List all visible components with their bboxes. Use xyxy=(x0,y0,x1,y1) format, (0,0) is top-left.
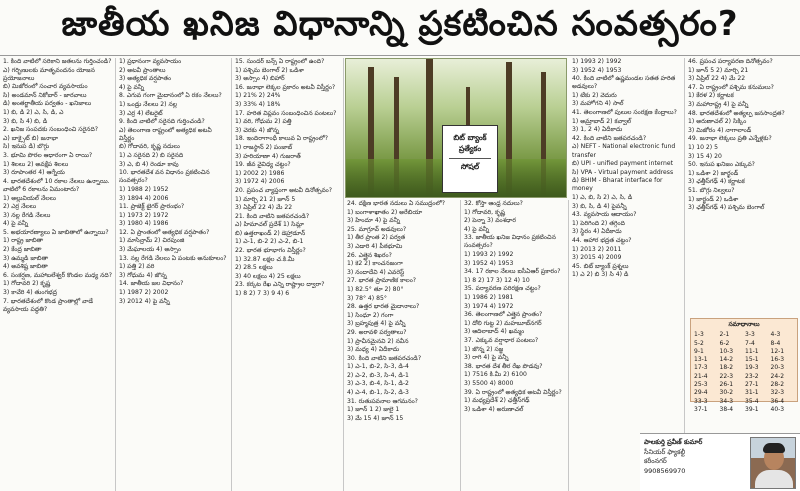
question-line: 1) జూన్ 5 2) మార్చి 21 xyxy=(688,66,749,74)
question-line: 3) ఎ-3, బి-4, సి-1, డి-2 xyxy=(347,380,409,388)
question-line: సి) అండమాన్ నికోబార్ - జారవాలు xyxy=(3,91,87,99)
question-line: 3) ఏప్రిల్ 22 4) మే 22 xyxy=(688,75,746,83)
answer-key-entry: 5-2 xyxy=(694,339,704,347)
question-line: 15. సుందర్ బన్స్ ఏ రాష్ట్రంలో ఉంది? xyxy=(235,58,325,65)
question-line: ఎ) బాక్సైట్ బి) జనాభా xyxy=(3,134,58,142)
answer-key-entry: 32-3 xyxy=(770,389,785,397)
question-line: 21. కింది వాటిని జతపరచండి? xyxy=(235,212,310,220)
question-line: 1) ఎ-1, బి-2 2) ఎ-2, బి-1 xyxy=(235,238,304,246)
question-line: 1) రాజస్థాన్ 2) పంజాబ్ xyxy=(235,143,293,151)
question-column-2 xyxy=(116,58,232,491)
question-line: 3) ఛత్తీస్‌గఢ్ 4) పశ్చిమ బెంగాల్ xyxy=(688,204,765,212)
question-line: 3) ఛత్తీస్‌గఢ్ 4) కర్ణాటక xyxy=(688,178,745,186)
question-line: 13. నల్ల రేగడి నేలలు ఏ పంటకు అనుకూలం? xyxy=(119,254,227,262)
question-line: బి) ఉత్తరాఖండ్ 2) డెహ్రాడూన్ xyxy=(235,229,306,237)
question-line: 3) మే 15 4) జూన్ 15 xyxy=(347,414,404,422)
question-line: 1) పెరిగింది 2) తగ్గింది xyxy=(572,219,625,227)
question-line: 42. కింది వాటిని జతపరచండి? xyxy=(572,134,647,142)
question-line: 1) పత్తి 2) వరి xyxy=(119,263,155,271)
answer-key-entry: 17-3 xyxy=(694,364,708,372)
answer-key-entry: 25-3 xyxy=(694,381,708,389)
question-line: 2) 28.5 లక్షలు xyxy=(235,264,273,272)
question-line: 3) హరియాణా 4) గుజరాత్ xyxy=(235,152,301,160)
question-line: 1) వరి, గోధుమ 2) పత్తి xyxy=(235,118,292,126)
answer-key-entry: 3-3 xyxy=(745,331,755,339)
question-line: 4) పై వన్నీ xyxy=(464,225,490,233)
question-line: 41. తెలంగాణలో పులుల సంరక్షణ కేంద్రాలు? xyxy=(572,109,677,117)
question-line: డి) BHIM - Bharat interface for money xyxy=(572,177,663,193)
page-headline: జాతీయ ఖనిజ విధానాన్ని ప్రకటించిన సంవత్సరం? xyxy=(0,0,800,56)
question-line: 1) అల్లువియల్ నేలలు xyxy=(3,194,56,202)
question-line: 3) 78° 4) 85° xyxy=(347,294,387,302)
question-line: 1) కేరళ 2) కర్ణాటక xyxy=(688,92,734,100)
question-line: 31. రుతుపవనాల ఆగమనం? xyxy=(347,397,418,405)
question-column-5 xyxy=(461,200,569,491)
answer-key-entry: 39-1 xyxy=(745,405,759,413)
badge-line-3: సోషల్ xyxy=(460,162,480,171)
question-line: 8. ఎగువ గంగా మైదానంలో ఏ రకం నేలలు? xyxy=(119,92,222,100)
answer-key-entry: 26-1 xyxy=(719,381,734,389)
question-line: 1) 32.87 లక్షల చ.కి.మీ xyxy=(235,255,295,263)
badge-line-2: ప్రత్యేకం xyxy=(458,144,482,153)
question-line: 1) ఎ సరైనది 2) బి సరైనది xyxy=(119,152,184,160)
question-line: 1) 82.5° తూ 2) 80° xyxy=(347,285,404,293)
badge-divider xyxy=(449,158,491,159)
question-line: 1) గోదావరి 2) కృష్ణ xyxy=(3,280,51,288)
author-photo-shirt xyxy=(755,470,793,489)
question-line: 3) కావేరి 4) తుంగభద్ర xyxy=(3,289,57,297)
question-line: 3. భూమి పొరల ఆధారంగా ఏ రాయి? xyxy=(3,152,93,160)
question-line: 1) సింధూ 2) గంగా xyxy=(347,311,394,319)
question-line: 1) మధ్యప్రదేశ్ 2) ఛత్తీస్‌గఢ్ xyxy=(464,397,530,405)
question-line: 3) 2015 4) 2009 xyxy=(572,254,622,262)
question-line: 1) ప్రధానంగా వ్యవసాయం xyxy=(119,58,182,65)
question-line: 1) 1986 2) 1981 xyxy=(464,294,514,302)
question-line: 12. ఏ ప్రాంతంలో అత్యధిక వర్షపాతం? xyxy=(119,228,210,236)
question-line: 3) చెరకు 4) జొన్న xyxy=(235,126,279,134)
question-line: 11. ప్రాజెక్ట్ టైగర్ ప్రారంభం? xyxy=(119,203,185,211)
question-column-7 xyxy=(685,58,800,491)
answer-key-entry: 36-4 xyxy=(770,397,785,405)
question-line: 3) 1972 4) 2006 xyxy=(235,178,285,186)
question-line: 7. భారతదేశంలో కొండ ప్రాంతాల్లో వాడే వ్యవసాయ పద్ధతి? xyxy=(3,297,94,313)
question-line: 1) గోదావరి, కృష్ణ xyxy=(464,208,505,216)
question-line: 3) అస్సాం 4) బిహార్ xyxy=(235,75,285,83)
answer-key-entry: 35-4 xyxy=(745,397,759,405)
answer-key-entry: 30-2 xyxy=(719,389,734,397)
question-line: 23. కర్కట రేఖ ఎన్ని రాష్ట్రాల ద్వారా? xyxy=(235,281,325,289)
author-role: సీనియర్ ఫ్యాకల్టీ xyxy=(644,447,686,456)
question-line: 3) నందాదేవి 4) ఎవరెస్ట్ xyxy=(347,268,405,276)
question-line: 14. జాతీయ జల విధానం? xyxy=(119,280,184,288)
question-line: 5. అభయారణ్యాలు ఏ జాబితాలో ఉన్నాయి? xyxy=(3,228,109,236)
question-line: 1) జూన్ 1 2) జులై 1 xyxy=(347,406,400,414)
answer-key-entry: 19-3 xyxy=(745,364,759,372)
question-column-3 xyxy=(232,58,344,491)
question-line: 3) బి, సి 4) బి, డి xyxy=(3,117,48,125)
question-line: 2) అటవీ ప్రాంతాలు xyxy=(119,66,166,74)
question-line: 3) 33% 4) 18% xyxy=(235,100,281,108)
question-line: 3) గోధుమ 4) జొన్న xyxy=(119,271,167,279)
question-line: 1) ఎ-1, బి-2, సి-3, డి-4 xyxy=(347,363,409,371)
question-line: 4. భారతదేశంలో 10 రకాల నేలలు ఉన్నాయి. వాటిలో 6 రకాలను ఏమంటారు? xyxy=(3,177,110,193)
question-line: 3) స్థిరం 4) ఏదీకాదు xyxy=(572,228,622,236)
question-line: 3) బ్రహ్మపుత్ర 4) పై వన్నీ xyxy=(347,320,406,328)
question-line: 1) శిలలు 2) అవక్షేప శిలలు xyxy=(3,160,69,168)
question-line: 1) ఒడిశా 2) జార్ఖండ్ xyxy=(688,169,739,177)
answer-key-entry: 29-4 xyxy=(694,389,708,397)
question-line: 3) బి, సి, డి 4) పైవన్నీ xyxy=(572,202,627,210)
question-line: 3) 1980 4) 1986 xyxy=(119,220,169,228)
question-line: 2) పెన్నా 3) వంశధార xyxy=(464,217,516,225)
question-line: ఎ) NEFT - National electronic fund transfer xyxy=(572,143,676,159)
question-line: 1) టేకు 2) వెదురు xyxy=(572,91,617,99)
question-line: 3) 1952 4) 1953 xyxy=(464,259,514,267)
question-line: 9. కింది వాటిలో సరైనది గుర్తించండి? xyxy=(119,118,205,126)
question-line: 3) 1974 4) 1972 xyxy=(464,302,514,310)
answer-key-entry: 6-2 xyxy=(719,339,730,347)
question-line: 3) ఎడారి 4) పీఠభూమి xyxy=(347,242,403,250)
question-line: 3) ఉమ్మడి జాబితా xyxy=(3,254,49,262)
question-line: 29. అరావళి పర్వతాలు? xyxy=(347,328,407,336)
question-line: 28. ఉత్తర భారత మైదానాలు? xyxy=(347,303,420,311)
question-line: 1) ప్రాచీనమైనవి 2) నవీన xyxy=(347,337,409,345)
answer-key-entry: 11-1 xyxy=(745,347,759,355)
question-line: 4) పై వన్నీ xyxy=(3,220,29,228)
question-line: 1) 1973 2) 1972 xyxy=(119,211,169,219)
author-phone: 9908569970 xyxy=(644,466,686,475)
question-line: 1) 8 2) 17 3) 12 4) 10 xyxy=(464,276,530,284)
question-line: బి) UPI - unified payment internet xyxy=(572,160,674,168)
question-line: 3) హిందూ 4) పై వన్నీ xyxy=(347,217,400,225)
question-line: 1. కింది వాటిలో సరికాని జతలను గుర్తించండి? xyxy=(3,58,112,65)
author-box xyxy=(640,433,800,491)
question-line: 1) ఎ 2) బి 3) సి 4) డి xyxy=(572,271,629,279)
question-line: 32. కోస్తా ఆంధ్ర నదులు? xyxy=(464,200,523,207)
question-line: 1) కె2 2) కాంచనజంగా xyxy=(347,260,403,268)
question-line: 17. హరిత విప్లవం సంబంధించిన పంటలు? xyxy=(235,109,337,117)
question-line: సి) ఇనుప డి) బొగ్గు xyxy=(3,143,50,151)
question-line: 1) బి, డి 2) ఎ, సి, డి, ఎ xyxy=(3,109,64,117)
question-line: 4) ఎ-4, బి-1, సి-2, డి-3 xyxy=(347,389,409,397)
question-line: 3) రాగి 4) పై వన్నీ xyxy=(464,354,509,362)
question-line: 49. జనాభా లెక్కలు ప్రతి ఎన్నేళ్లకు? xyxy=(688,135,772,143)
question-line: 3) ఆదిలాబాద్ 4) ఖమ్మం xyxy=(464,328,525,336)
answer-key-entry: 1-3 xyxy=(694,331,704,339)
answer-key-entry: 15-1 xyxy=(745,356,759,364)
answer-key-entry: 34-3 xyxy=(719,397,734,405)
answer-key-entry: 20-3 xyxy=(770,364,785,372)
author-name: పాలకుర్తి ప్రవీణ్ కుమార్ xyxy=(644,438,703,446)
question-line: 3) మహారాష్ట్ర 4) పై వన్నీ xyxy=(688,100,749,108)
question-line: 3) ఏప్రిల్ 22 4) మే 22 xyxy=(235,204,293,212)
question-line: 1) 1993 2) 1992 xyxy=(464,251,514,259)
question-line: 1) అమ్రాబాద్ 2) కవ్వాల్ xyxy=(572,117,632,125)
question-line: 38. భారత దేశ తీర రేఖ పొడవు? xyxy=(464,362,543,370)
bit-bank-badge xyxy=(442,125,498,193)
question-line: 3) ఎర్ర 4) లేటరైట్ xyxy=(119,109,163,117)
question-line: 1) 1987 2) 2002 xyxy=(119,289,169,297)
question-line: 50. ఇనుప ఖనిజం ఎక్కువ? xyxy=(688,161,755,169)
question-line: 4) పై వన్నీ xyxy=(119,83,145,91)
question-line: 37. ఎక్కువ వర్షాధార పంటలు? xyxy=(464,337,539,344)
question-line: 3) 2012 4) పై వన్నీ xyxy=(119,297,170,305)
question-line: 1) ఎ, బి, సి 2) ఎ, సి, డి xyxy=(572,194,633,201)
question-line: 3) 1952 4) 1953 xyxy=(572,66,622,74)
question-column-6 xyxy=(569,58,685,491)
question-line: 1) జొన్న 2) సజ్జ xyxy=(464,345,504,353)
question-line: 3) మహోగని 4) సాల్ xyxy=(572,100,624,108)
question-line: 45. బిట్ బ్యాంక్ ప్రశ్నలు xyxy=(572,262,629,270)
question-line: 39. ఏ రాష్ట్రంలో అత్యధిక అటవీ విస్తీర్ణం? xyxy=(464,388,562,396)
question-line: 3) ఎ, బి 4) రెండూ కావు xyxy=(119,160,179,168)
author-photo xyxy=(750,437,796,489)
question-line: 34. 17 రకాల నేలలు ఐసీఏఆర్ ప్రకారం? xyxy=(464,268,561,276)
question-line: 30. కింది వాటిని జతపరచండి? xyxy=(347,354,422,362)
question-line: 43. వ్యవసాయ ఆదాయం? xyxy=(572,211,637,219)
answer-key-entry: 33-3 xyxy=(694,397,708,405)
question-line: 47. ఏ రాష్ట్రంలో పశ్చిమ కనుమలు? xyxy=(688,83,774,91)
answer-key-entry: 13-1 xyxy=(694,356,708,364)
answer-key-entry: 8-4 xyxy=(770,339,781,347)
question-line: బి) గోదావరి, కృష్ణ నదులు xyxy=(119,143,180,151)
question-line: 2. ఖనిజ సంపదకు సంబంధించి సరైనది? xyxy=(3,126,98,134)
question-line: 22. భారత భూభాగం విస్తీర్ణం? xyxy=(235,247,306,255)
question-line: 1) ఒండ్రు నేలలు 2) నల్ల xyxy=(119,100,178,108)
question-line: 26. ఎత్తైన శిఖరం? xyxy=(347,251,392,259)
question-line: 1) జార్ఖండ్ 2) ఒడిశా xyxy=(688,195,739,203)
question-line: 1) 21% 2) 24% xyxy=(235,92,281,100)
question-line: 1) 10 2) 5 xyxy=(688,143,718,151)
answer-key-entry: 38-4 xyxy=(719,405,734,413)
question-column-1 xyxy=(0,58,116,491)
question-line: 1) మాసిన్రామ్ 2) చిరపుంజి xyxy=(119,237,185,245)
question-line: 10. భారతదేశ వన విధానం ప్రకటించిన సంవత్సరం? xyxy=(119,169,210,185)
question-line: 3) మధ్య 4) ఏదీకాదు xyxy=(347,346,400,354)
question-line: 3) మిజోరం 4) నాగాలాండ్ xyxy=(688,126,752,134)
question-line: 18. ఇందిరాగాంధీ కాలువ ఏ రాష్ట్రంలో? xyxy=(235,135,328,143)
question-line: 3) 15 4) 20 xyxy=(688,152,722,160)
question-line: 2) ఎ-2, బి-3, సి-4, డి-1 xyxy=(347,371,409,379)
question-line: 2) ఎర్ర నేలలు xyxy=(3,203,37,211)
question-line: 40. కింది వాటిలో ఉష్ణమండల సతత హరిత అడవులు? xyxy=(572,75,676,91)
question-line: 3) 1894 4) 2006 xyxy=(119,194,169,202)
question-line: 48. భారతదేశంలో అత్యల్ప జనసాంద్రత? xyxy=(688,109,785,117)
answer-key-entry: 27-1 xyxy=(745,381,759,389)
question-line: 1) మార్చి 21 2) జూన్ 5 xyxy=(235,195,296,203)
answer-key-entry: 37-1 xyxy=(694,405,708,413)
question-line: 3) ఒడిశా 4) అరుణాచల్ xyxy=(464,405,524,413)
question-line: ఎ) హిమాచల్ ప్రదేశ్ 1) సిమ్లా xyxy=(235,221,304,229)
answer-key-entry: 16-3 xyxy=(770,356,785,364)
answer-key-entry: 22-3 xyxy=(719,372,734,380)
badge-line-1: బిట్ బ్యాంక్ xyxy=(453,133,487,142)
question-line: 51. బొగ్గు నిల్వలు? xyxy=(688,186,735,194)
forest-photo xyxy=(345,58,567,198)
question-line: ఎ) తెలంగాణ రాష్ట్రంలో అత్యధిక అటవీ విస్తీర్ణం xyxy=(119,126,212,142)
question-line: 44. ఆహార భద్రత చట్టం? xyxy=(572,236,632,244)
question-line: 3) మేఘాలయ 4) అస్సాం xyxy=(119,246,182,254)
question-line: 3) అత్యధిక వర్షపాతం xyxy=(119,75,172,83)
question-line: 27. భారత ప్రామాణిక కాలం? xyxy=(347,277,417,285)
answer-key-entry: 7-4 xyxy=(745,339,755,347)
question-line: ఎ) గర్భిణులకు మాతృవందనం యోజన ప్రయోజనాలు xyxy=(3,66,95,82)
question-line: 2) కేంద్ర జాబితా xyxy=(3,246,42,254)
question-column-4 xyxy=(344,200,461,491)
question-line: సి) VPA - Virtual payment address xyxy=(572,168,674,176)
question-line: 1) 2013 2) 2011 xyxy=(572,245,622,253)
answer-key-entry: 10-3 xyxy=(719,347,734,355)
question-line: 1) 7516 కి.మీ 2) 6100 xyxy=(464,371,527,379)
question-line: 1) అరుణాచల్ 2) సిక్కిం xyxy=(688,118,747,126)
answer-key-entry: 21-4 xyxy=(694,372,708,380)
question-line: బి) మిజోరంలో సంచార వ్యవసాయం xyxy=(3,83,88,91)
answer-key-entry: 4-3 xyxy=(770,331,781,339)
question-line: 1) రాష్ట్ర జాబితా xyxy=(3,237,44,245)
question-line: 1) దోలి గుట్ట 2) మహబూబ్‌నగర్ xyxy=(464,319,542,327)
answer-key-entry: 2-1 xyxy=(719,331,730,339)
answer-key-entry: 18-2 xyxy=(719,364,734,372)
answer-key-entry: 24-2 xyxy=(770,372,785,380)
question-line: 4) అవశిష్ట జాబితా xyxy=(3,263,48,271)
question-line: 46. ప్రపంచ పర్యావరణ దినోత్సవం? xyxy=(688,58,773,65)
answer-key-entry: 28-2 xyxy=(770,381,785,389)
question-line: 1) 8 2) 7 3) 9 4) 6 xyxy=(235,290,290,298)
question-line: 36. తెలంగాణలో ఎత్తైన ప్రాంతం? xyxy=(464,311,543,319)
question-line: 24. దక్షిణ భారత నదులు ఏ సముద్రంలో? xyxy=(347,200,445,207)
question-line: 1) బంగాళాఖాతం 2) అరేబియా xyxy=(347,208,423,216)
answer-key-grid xyxy=(694,331,794,414)
question-line: 1) 2002 2) 1986 xyxy=(235,169,285,177)
author-photo-hair xyxy=(763,443,785,453)
question-line: 1) 1988 2) 1952 xyxy=(119,185,169,193)
question-line: 1) 1993 2) 1992 xyxy=(572,58,622,65)
question-line: 16. జనాభా లెక్కల ప్రకారం అటవీ విస్తీర్ణం? xyxy=(235,83,336,91)
author-details xyxy=(644,438,744,476)
answer-key-entry: 31-1 xyxy=(745,389,759,397)
answer-key-entry: 14-2 xyxy=(719,356,734,364)
author-place: కరీంనగర్ xyxy=(644,457,667,465)
question-line: 1) తీర ప్రాంత 2) పర్వత xyxy=(347,234,406,242)
question-line: 1) పశ్చిమ బెంగాల్ 2) ఒడిశా xyxy=(235,66,304,74)
question-line: 3) 1, 2 4) ఏదీకాదు xyxy=(572,126,623,134)
question-line: 33. జాతీయ ఖనిజ విధానం ప్రకటించిన సంవత్సరం? xyxy=(464,234,556,250)
question-line: 20. ప్రపంచ వ్యాప్తంగా అటవీ దినోత్సవం? xyxy=(235,186,332,194)
question-line: 25. మాగ్రూవ్ అడవులు? xyxy=(347,225,407,233)
answer-key-entry: 40-3 xyxy=(770,405,785,413)
question-line: 3) రూపాంతర 4) ఆగ్నేయ xyxy=(3,169,65,177)
answer-key-entry: 12-1 xyxy=(770,347,785,355)
question-line: 3) 5500 4) 8000 xyxy=(464,379,514,387)
question-line: డి) అంతర్జాతీయ పర్వతం - ఖనిజాలు xyxy=(3,100,92,108)
question-line: 6. సంకర్షణ, మహాబలేశ్వర్ కొండల మధ్య నది? xyxy=(3,271,112,279)
question-line: 35. పర్యావరణ పరిరక్షణ చట్టం? xyxy=(464,285,541,293)
question-line: 19. జీవ వైవిధ్య చట్టం? xyxy=(235,161,291,169)
answer-key-box xyxy=(690,318,798,413)
answer-key-entry: 23-2 xyxy=(745,372,759,380)
answer-key-entry: 9-1 xyxy=(694,347,704,355)
question-line: 3) నల్ల రేగడి నేలలు xyxy=(3,211,51,219)
question-line: 3) 40 లక్షలు 4) 25 లక్షలు xyxy=(235,272,301,280)
answer-key-heading: సమాధానాలు xyxy=(728,321,760,328)
